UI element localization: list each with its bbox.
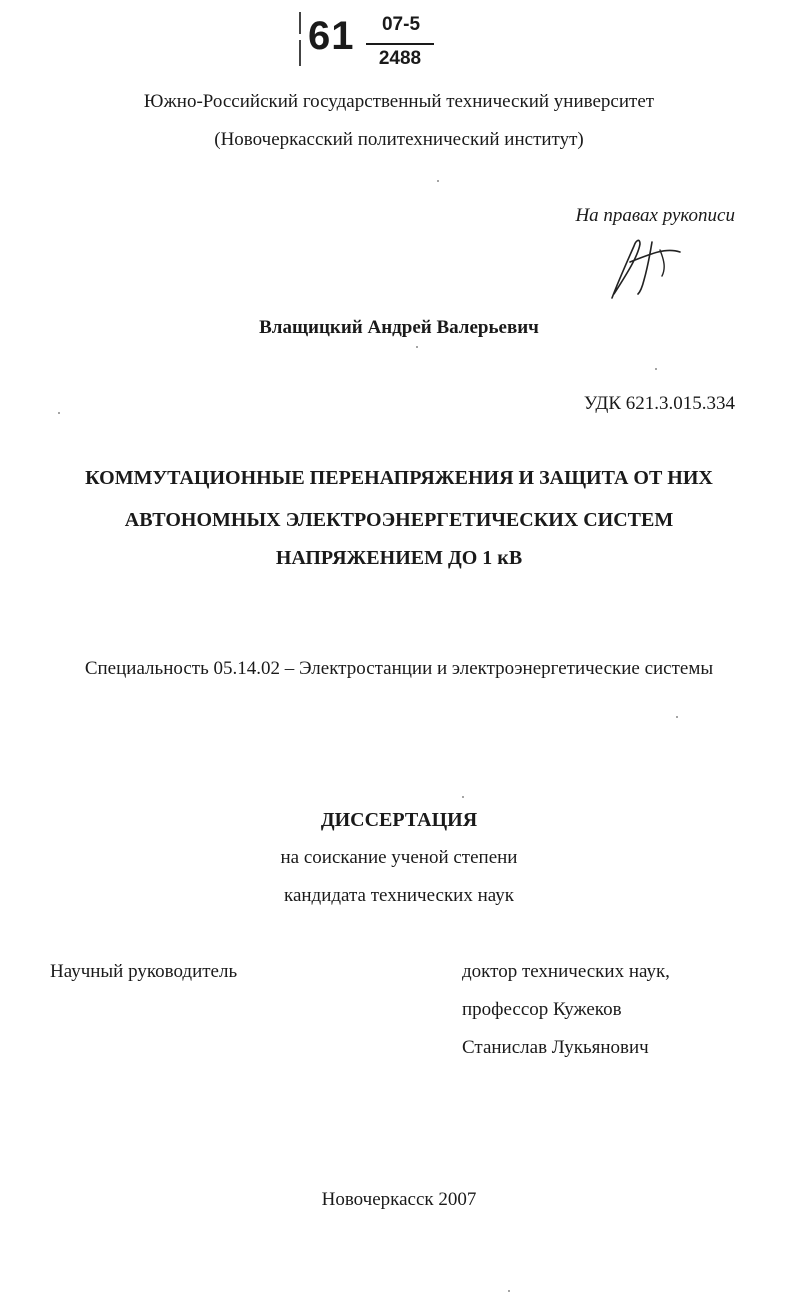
stamp-bar-lower <box>299 40 301 66</box>
scan-speck <box>462 796 464 798</box>
dissertation-degree-line-2: кандидата технических наук <box>284 885 514 906</box>
supervisor-line-2: профессор Кужеков <box>462 999 622 1020</box>
scan-speck <box>655 368 657 370</box>
specialty-line: Специальность 05.14.02 – Электростанции и электроэнергетические системы <box>84 658 714 679</box>
supervisor-line-3: Станислав Лукьянович <box>462 1037 649 1058</box>
udc-code: УДК 621.3.015.334 <box>583 393 735 414</box>
stamp-bar-upper <box>299 12 301 34</box>
stamp-divider <box>366 43 434 45</box>
author-signature <box>600 232 690 302</box>
author-name: Влащицкий Андрей Валерьевич <box>259 317 539 338</box>
supervisor-line-1: доктор технических наук, <box>462 961 670 982</box>
title-line-1: КОММУТАЦИОННЫЕ ПЕРЕНАПРЯЖЕНИЯ И ЗАЩИТА ОТ НИХ <box>85 467 713 489</box>
stamp-number: 61 <box>308 14 355 58</box>
institute-name: (Новочеркасский политехнический институт) <box>214 129 584 150</box>
manuscript-note: На правах рукописи <box>575 205 735 226</box>
scan-speck <box>437 180 439 182</box>
title-line-2: АВТОНОМНЫХ ЭЛЕКТРОЭНЕРГЕТИЧЕСКИХ СИСТЕМ <box>124 509 674 531</box>
stamp-top-code: 07-5 <box>381 14 421 35</box>
city-year: Новочеркасск 2007 <box>321 1189 477 1210</box>
dissertation-degree-line-1: на соискание ученой степени <box>280 847 518 868</box>
scan-speck <box>58 412 60 414</box>
supervisor-label: Научный руководитель <box>50 961 238 982</box>
dissertation-heading: ДИССЕРТАЦИЯ <box>320 809 478 831</box>
stamp-bottom-code: 2488 <box>378 48 422 69</box>
scan-speck <box>508 1290 510 1292</box>
scan-speck <box>416 346 418 348</box>
scan-speck <box>676 716 678 718</box>
university-name: Южно-Российский государственный технический университет <box>143 91 655 112</box>
title-line-3: НАПРЯЖЕНИЕМ ДО 1 кВ <box>275 547 523 569</box>
